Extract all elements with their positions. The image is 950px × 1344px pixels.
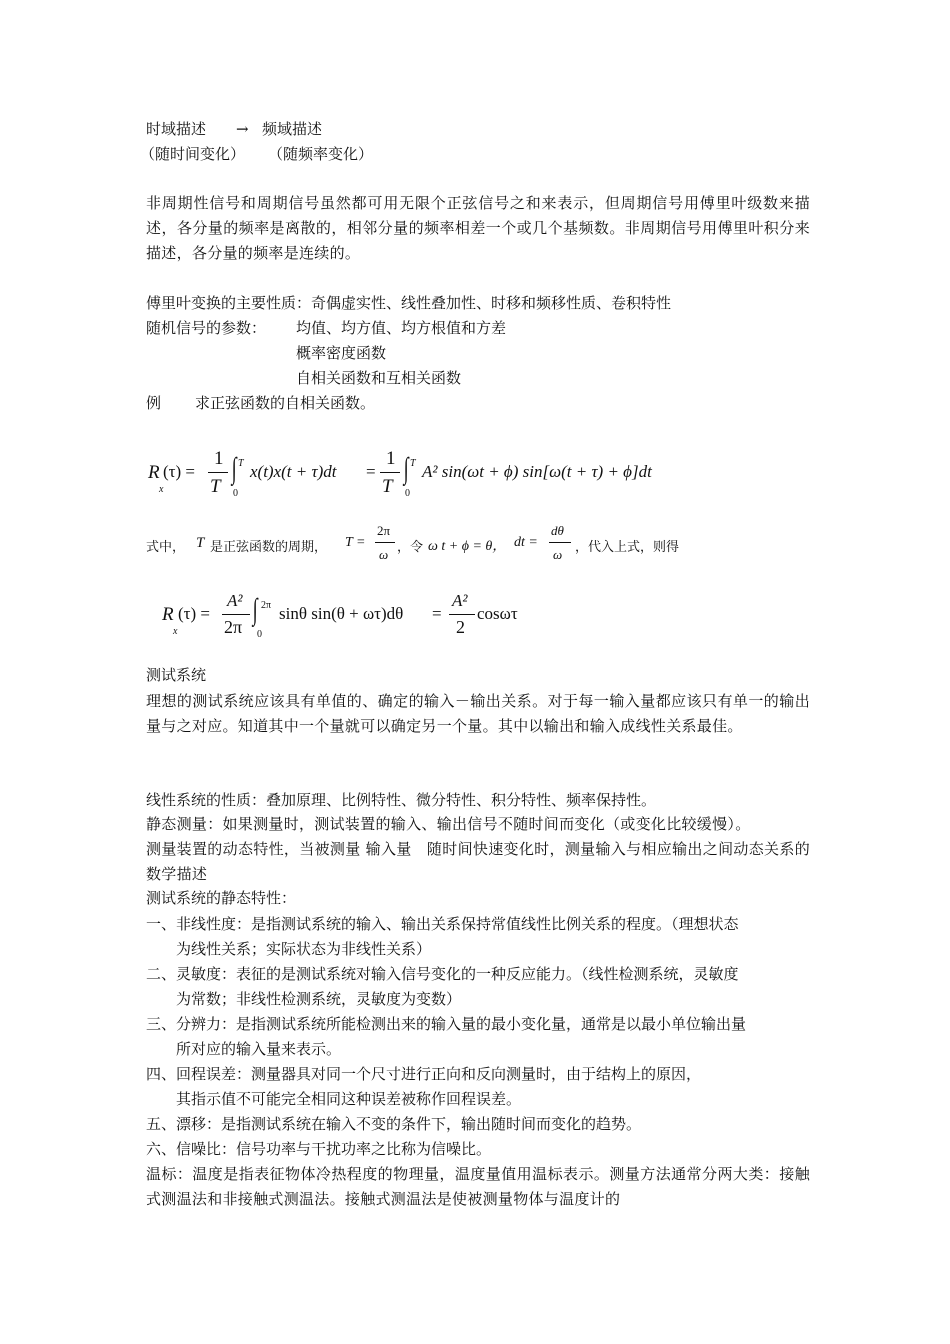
static-measurement: 静态测量：如果测量时，测试装置的输入、输出信号不随时间而变化（或变化比较缓慢）。 xyxy=(146,815,751,833)
random-param-item: 均值、均方值、均方根值和方差 xyxy=(296,319,507,337)
static-item-first: 二、灵敏度：表征的是测试系统对输入信号变化的一种反应能力。（线性检测系统，灵敏度 xyxy=(146,965,739,983)
note-num2: dθ xyxy=(551,523,564,538)
note-text1: 是正弦函数的周期， xyxy=(210,539,328,554)
static-item xyxy=(146,1062,810,1112)
freq-domain-sub: （随频率变化） xyxy=(268,145,374,163)
formula-frac-den: 2π xyxy=(224,617,243,637)
static-item-first: 一、非线性度：是指测试系统的输入、输出关系保持常值线性比例关系的程度。（理想状态 xyxy=(146,915,739,933)
arrow-icon: → xyxy=(236,120,249,138)
note-den2: ω xyxy=(553,547,563,562)
example-label: 例 xyxy=(146,394,162,412)
test-system-paragraph: 理想的测试系统应该具有单值的、确定的输入－输出关系。对于每一输入量都应该只有单一的输出量与之对应。知道其中一个量就可以确定另一个量。其中以输出和输入成线性关系最佳。 xyxy=(146,692,810,735)
fraction-bar xyxy=(449,614,475,615)
static-char-title: 测试系统的静态特性： xyxy=(146,889,297,907)
formula-body-1: x(t)x(t + τ)dt xyxy=(250,462,337,481)
static-item xyxy=(146,1137,810,1162)
formula-subscript: x xyxy=(159,484,164,495)
static-item-first: 四、回程误差：测量器具对同一个尺寸进行正向和反向测量时，由于结构上的原因， xyxy=(146,1065,702,1083)
formula-frac-num: 1 xyxy=(214,448,224,469)
integral-lower: 0 xyxy=(405,488,410,499)
formula-tau: (τ) = xyxy=(178,604,210,623)
formula-lhs: R xyxy=(162,604,174,625)
formula-frac-num: A² xyxy=(452,591,468,610)
note-num1: 2π xyxy=(377,523,391,538)
static-item-cont: 为线性关系；实际状态为非线性关系） xyxy=(176,940,432,958)
note-den1: ω xyxy=(379,547,389,562)
formula-body-2: A² sin(ωt + ϕ) sin[ω(t + τ) + ϕ]dt xyxy=(422,462,652,481)
formula-eq: = xyxy=(432,604,442,623)
formula-tail: cosωτ xyxy=(477,604,518,623)
linear-properties: 线性系统的性质：叠加原理、比例特性、微分特性、积分特性、频率保持性。 xyxy=(146,791,657,809)
fourier-properties: 傅里叶变换的主要性质：奇偶虚实性、线性叠加性、时移和频移性质、卷积特性 xyxy=(146,294,672,312)
static-item xyxy=(146,1112,810,1137)
static-item-first: 三、分辨力：是指测试系统所能检测出来的输入量的最小变化量，通常是以最小单位输出量 xyxy=(146,1015,747,1033)
integral-upper: 2π xyxy=(261,600,272,611)
integral-upper: T xyxy=(410,458,416,469)
formula-frac-den: T xyxy=(210,476,221,497)
formula-tau: (τ) = xyxy=(163,462,195,481)
random-param-item: 自相关函数和互相关函数 xyxy=(296,369,462,387)
note-T-eq: T = xyxy=(345,535,366,550)
freq-domain-label: 频域描述 xyxy=(262,120,323,138)
note-let: ，令 xyxy=(397,539,424,554)
static-item-cont: 其指示值不可能完全相同这种误差被称作回程误差。 xyxy=(176,1090,522,1108)
formula-body: sinθ sin(θ + ωτ)dθ xyxy=(279,604,404,623)
static-item xyxy=(146,1012,810,1062)
formula-lhs: R xyxy=(148,462,160,483)
formula-frac-num: 1 xyxy=(386,448,396,469)
dynamic-characteristics: 测量装置的动态特性，当被测量 输入量 随时间快速变化时，测量输入与相应输出之间动态关系的数学描述 xyxy=(146,840,810,883)
note-dt-eq: dt = xyxy=(514,535,538,550)
integral-sign-icon: ∫ xyxy=(231,452,237,485)
static-item-cont: 所对应的输入量来表示。 xyxy=(176,1040,342,1058)
integral-upper: T xyxy=(238,458,244,469)
random-param-item: 概率密度函数 xyxy=(296,344,387,362)
static-item-first: 五、漂移：是指测试系统在输入不变的条件下，输出随时间而变化的趋势。 xyxy=(146,1115,642,1133)
static-item-cont: 为常数；非线性检测系统，灵敏度为变数） xyxy=(176,990,462,1008)
note-subst: ω t + ϕ = θ， xyxy=(428,539,507,554)
random-params-label: 随机信号的参数： xyxy=(146,319,267,337)
note-prefix: 式中， xyxy=(146,539,186,554)
static-item xyxy=(146,912,810,962)
note-T: T xyxy=(196,535,205,551)
fraction-bar xyxy=(375,542,395,543)
fourier-paragraph: 非周期性信号和周期信号虽然都可用无限个正弦信号之和来表示，但周期信号用傅里叶级数来描述，各分量的频率是离散的，相邻分量的频率相差一个或几个基频数。非周期信号用傅里叶积分来描述，各分量的频率是连续的。 xyxy=(146,194,810,262)
example-text: 求正弦函数的自相关函数。 xyxy=(195,394,376,412)
formula-subscript: x xyxy=(173,626,178,637)
integral-lower: 0 xyxy=(257,629,262,640)
fraction-bar xyxy=(222,614,250,615)
fraction-bar xyxy=(208,472,228,473)
temperature-paragraph: 温标：温度是指表征物体冷热程度的物理量，温度量值用温标表示。测量方法通常分两大类：接触式测温法和非接触式测温法。接触式测温法是使被测量物体与温度计的 xyxy=(146,1165,810,1208)
integral-sign-icon: ∫ xyxy=(403,452,409,485)
static-item xyxy=(146,962,810,1012)
formula-frac-num: A² xyxy=(227,591,243,610)
fraction-bar xyxy=(380,472,400,473)
formula-frac-den: T xyxy=(382,476,393,497)
static-item-first: 六、信噪比：信号功率与干扰功率之比称为信噪比。 xyxy=(146,1140,492,1158)
note-suffix: ，代入上式，则得 xyxy=(575,539,680,554)
time-domain-sub: （随时间变化） xyxy=(140,145,246,163)
formula-frac-den: 2 xyxy=(456,617,465,637)
integral-lower: 0 xyxy=(233,488,238,499)
formula-eq: = xyxy=(366,462,376,481)
integral-sign-icon: ∫ xyxy=(252,593,258,626)
section-title-test-system: 测试系统 xyxy=(146,666,207,684)
fraction-bar xyxy=(549,542,571,543)
time-domain-label: 时域描述 xyxy=(146,120,207,138)
